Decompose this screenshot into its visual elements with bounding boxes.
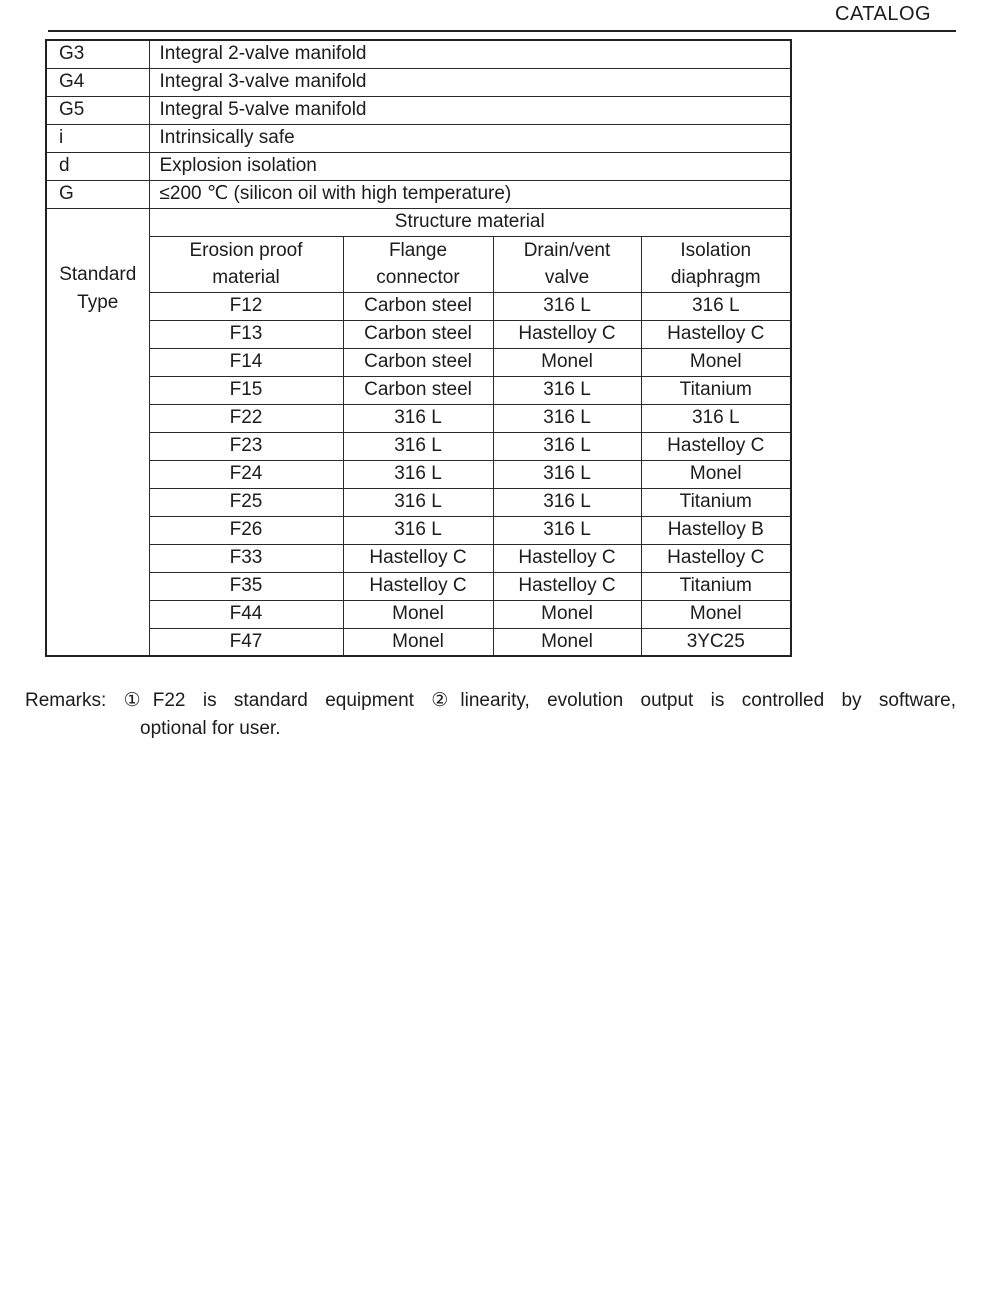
table-row <box>46 460 791 488</box>
column-header-erosion-proof-material: Erosion proof material <box>149 236 343 292</box>
material-cell: Carbon steel <box>343 320 493 348</box>
material-cell: Monel <box>493 600 641 628</box>
material-cell: 316 L <box>641 404 791 432</box>
table-row <box>46 124 791 152</box>
structure-material-header: Structure material <box>149 208 791 236</box>
material-cell: Monel <box>641 600 791 628</box>
material-cell: Hastelloy C <box>641 432 791 460</box>
model-cell: F33 <box>149 544 343 572</box>
material-cell: 316 L <box>493 460 641 488</box>
table-row <box>46 180 791 208</box>
remarks <box>25 687 956 743</box>
material-cell: 316 L <box>493 488 641 516</box>
material-cell: 316 L <box>493 292 641 320</box>
code-cell: d <box>46 152 149 180</box>
material-cell: Hastelloy C <box>641 544 791 572</box>
material-cell: Monel <box>343 600 493 628</box>
model-cell: F22 <box>149 404 343 432</box>
table-row <box>46 376 791 404</box>
code-cell: G5 <box>46 96 149 124</box>
column-header-isolation-diaphragm: Isolation diaphragm <box>641 236 791 292</box>
code-cell: G <box>46 180 149 208</box>
model-cell: F26 <box>149 516 343 544</box>
table-row <box>46 96 791 124</box>
material-cell: 316 L <box>343 488 493 516</box>
standard-type-cell: Standard Type <box>46 208 149 656</box>
model-cell: F12 <box>149 292 343 320</box>
material-cell: Monel <box>641 348 791 376</box>
material-cell: Carbon steel <box>343 348 493 376</box>
material-cell: Carbon steel <box>343 292 493 320</box>
remarks-line2: optional for user. <box>140 718 281 739</box>
table-row <box>46 516 791 544</box>
material-cell: Titanium <box>641 488 791 516</box>
table-row <box>46 208 791 236</box>
material-cell: 316 L <box>641 292 791 320</box>
table-row <box>46 432 791 460</box>
table-row <box>46 320 791 348</box>
model-cell: F14 <box>149 348 343 376</box>
material-cell: Hastelloy C <box>343 544 493 572</box>
material-cell: 316 L <box>493 404 641 432</box>
material-cell: 316 L <box>343 516 493 544</box>
description-cell: Integral 3-valve manifold <box>149 68 791 96</box>
spec-table <box>45 39 792 657</box>
table-row <box>46 488 791 516</box>
material-cell: Monel <box>493 348 641 376</box>
material-cell: Carbon steel <box>343 376 493 404</box>
table-row <box>46 152 791 180</box>
code-cell: G3 <box>46 40 149 68</box>
material-cell: 316 L <box>343 404 493 432</box>
material-cell: Monel <box>493 628 641 656</box>
remarks-line1: Remarks: ①F22 is standard equipment ②linearity, evolution output is controlled by software, <box>25 690 956 711</box>
table-row <box>46 544 791 572</box>
code-cell: i <box>46 124 149 152</box>
material-cell: Monel <box>641 460 791 488</box>
header-rule <box>48 30 956 32</box>
table-row <box>46 348 791 376</box>
material-cell: 316 L <box>493 516 641 544</box>
material-cell: Hastelloy C <box>493 572 641 600</box>
model-cell: F25 <box>149 488 343 516</box>
model-cell: F23 <box>149 432 343 460</box>
table-row <box>46 292 791 320</box>
material-cell: Titanium <box>641 376 791 404</box>
table-header-row <box>46 236 791 292</box>
column-header-flange-connector: Flange connector <box>343 236 493 292</box>
model-cell: F47 <box>149 628 343 656</box>
table-row <box>46 68 791 96</box>
material-cell: Hastelloy C <box>641 320 791 348</box>
description-cell: Integral 2-valve manifold <box>149 40 791 68</box>
material-cell: Hastelloy C <box>493 320 641 348</box>
code-cell: G4 <box>46 68 149 96</box>
model-cell: F24 <box>149 460 343 488</box>
table-row <box>46 600 791 628</box>
material-cell: 3YC25 <box>641 628 791 656</box>
model-cell: F15 <box>149 376 343 404</box>
material-cell: Hastelloy C <box>343 572 493 600</box>
material-cell: Titanium <box>641 572 791 600</box>
material-cell: 316 L <box>493 432 641 460</box>
model-cell: F35 <box>149 572 343 600</box>
material-cell: 316 L <box>343 460 493 488</box>
material-cell: Hastelloy B <box>641 516 791 544</box>
page-title: CATALOG <box>835 3 932 25</box>
table-row <box>46 572 791 600</box>
material-cell: 316 L <box>343 432 493 460</box>
material-cell: 316 L <box>493 376 641 404</box>
table-row <box>46 40 791 68</box>
description-cell: Integral 5-valve manifold <box>149 96 791 124</box>
model-cell: F44 <box>149 600 343 628</box>
material-cell: Hastelloy C <box>493 544 641 572</box>
description-cell: Explosion isolation <box>149 152 791 180</box>
description-cell: ≤200 ℃ (silicon oil with high temperature) <box>149 180 791 208</box>
column-header-drain-vent-valve: Drain/vent valve <box>493 236 641 292</box>
table-row <box>46 628 791 656</box>
table-row <box>46 404 791 432</box>
description-cell: Intrinsically safe <box>149 124 791 152</box>
material-cell: Monel <box>343 628 493 656</box>
model-cell: F13 <box>149 320 343 348</box>
